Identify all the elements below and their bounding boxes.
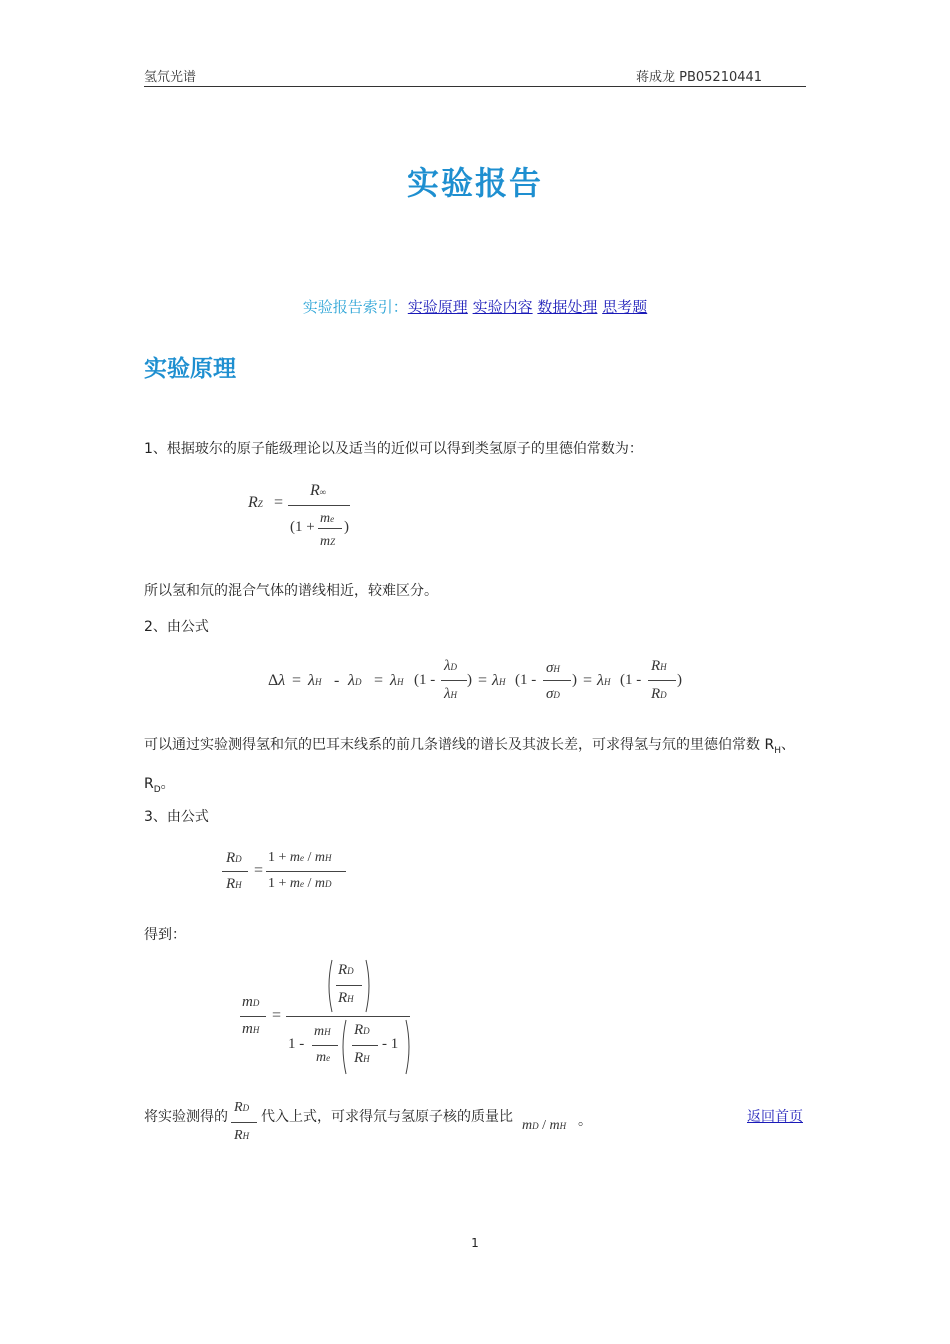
denominator-parens: [340, 1018, 412, 1076]
rd-symbol: R: [144, 776, 154, 792]
index-link-principle[interactable]: 实验原理: [407, 298, 468, 316]
paragraph-4-line-2: [144, 773, 175, 795]
index-link-content[interactable]: 实验内容: [472, 298, 533, 316]
paragraph-7-end: 。: [578, 1113, 592, 1129]
index-link-questions[interactable]: 思考题: [602, 298, 648, 316]
back-to-home-link[interactable]: 返回首页: [747, 1109, 803, 1125]
rd-subscript: D: [153, 784, 161, 795]
header-left: 氢氘光谱: [144, 70, 197, 85]
header-right: 蒋成龙 PB05210441: [636, 70, 763, 85]
page-number: 1: [471, 1236, 479, 1250]
inline-mass-ratio: mD / mH: [522, 1118, 567, 1133]
paragraph-4-end: 。: [160, 776, 175, 792]
paragraph-7-mid: 代入上式，可求得氘与氢原子核的质量比: [261, 1109, 513, 1125]
paragraph-4-text: 可以通过实验测得氢和氘的巴耳末线系的前几条谱线的谱长及其波长差，可求得氢与氘的里德伯常数 R: [144, 737, 775, 753]
header-rule: [144, 86, 806, 87]
paragraph-1: 1、根据玻尔的原子能级理论以及适当的近似可以得到类氢原子的里德伯常数为：: [144, 441, 643, 457]
section-heading: 实验原理: [144, 356, 236, 382]
page-title: 实验报告: [406, 164, 543, 202]
paragraph-4-tail: 、: [780, 737, 795, 753]
paragraph-7-prefix: 将实验测得的: [144, 1109, 228, 1125]
index-link-data[interactable]: 数据处理: [537, 298, 598, 316]
paragraph-6: 得到：: [144, 927, 186, 943]
index-label: 实验报告索引：: [302, 298, 408, 316]
report-index: [0, 296, 950, 317]
paragraph-3: 2、由公式: [144, 619, 209, 635]
paragraph-4: [144, 734, 795, 756]
paragraph-5: 3、由公式: [144, 809, 209, 825]
rh-subscript: H: [774, 745, 781, 756]
paragraph-2: 所以氢和氘的混合气体的谱线相近，较难区分。: [144, 583, 438, 599]
